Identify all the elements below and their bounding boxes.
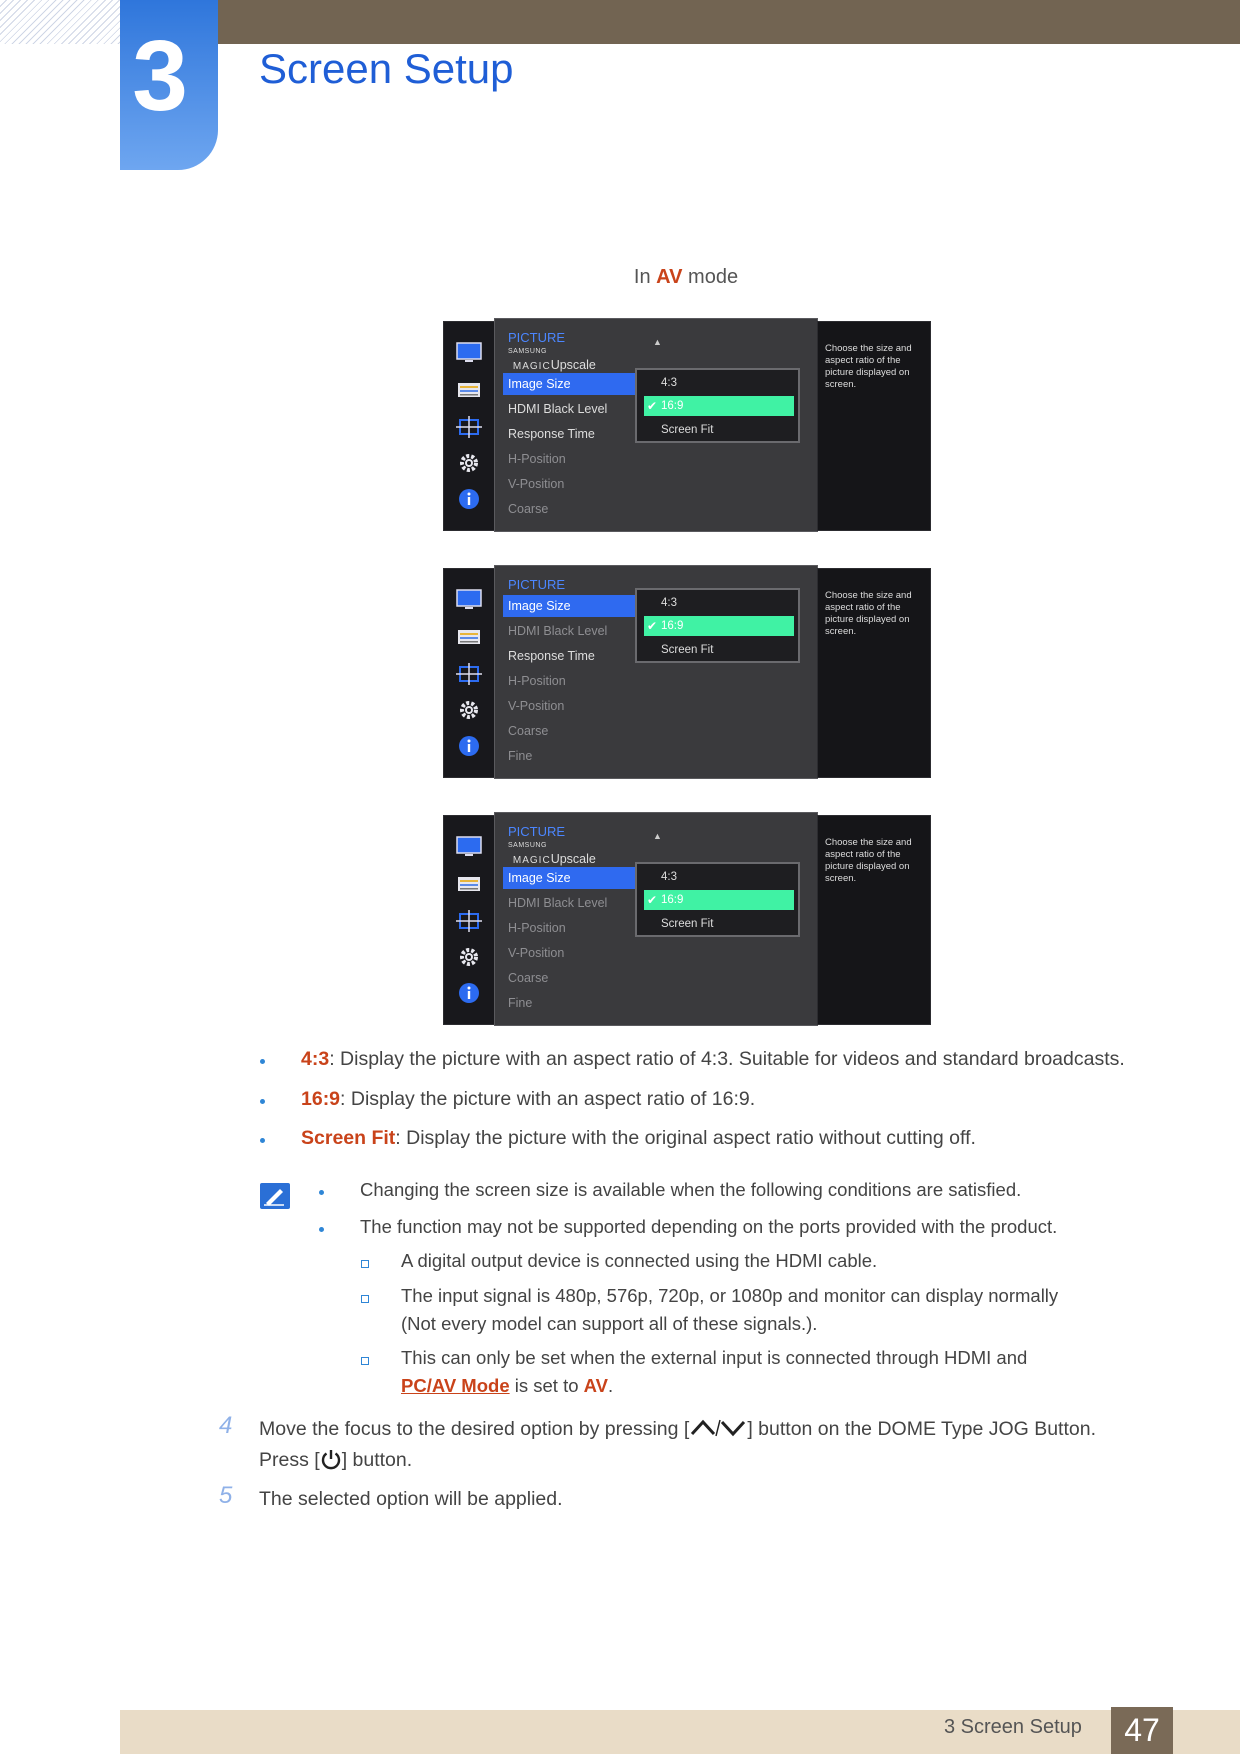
osd-description: Choose the size and aspect ratio of the picture displayed on screen. <box>817 568 931 778</box>
note-sub-1: A digital output device is connected using the HDMI cable. <box>401 1250 878 1271</box>
menu-item-v-position: V-Position <box>508 477 565 491</box>
monitor-icon <box>455 835 483 859</box>
option-screen-fit-text: Screen Fit: Display the picture with the original aspect ratio without cutting off. <box>301 1127 976 1149</box>
info-icon <box>455 981 483 1005</box>
step-number: 5 <box>219 1482 233 1509</box>
bullet-dot <box>260 1138 265 1143</box>
menu-item-image-size: Image Size <box>503 867 635 889</box>
menu-item-coarse: Coarse <box>508 502 549 516</box>
size-position-icon <box>455 909 483 933</box>
osd-screenshot-3 <box>443 812 930 1027</box>
option-screen-fit: Screen Fit <box>661 424 714 436</box>
menu-header: PICTURE <box>508 577 566 592</box>
monitor-icon <box>455 588 483 612</box>
color-bars-icon <box>455 872 483 896</box>
footer-section: 3 Screen Setup <box>944 1716 1082 1738</box>
osd-description: Choose the size and aspect ratio of the picture displayed on screen. <box>817 321 931 531</box>
checkmark-icon: ✔ <box>647 619 658 633</box>
option-16-9: ✔ 16:9 <box>644 616 794 636</box>
menu-item-h-position: H-Position <box>508 674 566 688</box>
menu-item-fine: Fine <box>508 996 533 1010</box>
checkmark-icon: ✔ <box>647 893 658 907</box>
osd-screenshot-1 <box>443 318 930 533</box>
osd-menu <box>494 318 818 532</box>
menu-header: PICTURE <box>508 330 566 345</box>
scroll-up-icon: ▲ <box>653 831 662 841</box>
info-icon <box>455 487 483 511</box>
menu-item-h-position: H-Position <box>508 452 566 466</box>
option-4-3: 4:3 <box>661 377 677 389</box>
option-screen-fit: Screen Fit <box>661 918 714 930</box>
option-4-3-text: 4:3: Display the picture with an aspect ratio of 4:3. Suitable for videos and standard broadcasts. <box>301 1048 1125 1070</box>
info-icon <box>455 734 483 758</box>
color-bars-icon <box>455 378 483 402</box>
header-bar <box>218 0 1240 44</box>
option-16-9: ✔ 16:9 <box>644 396 794 416</box>
figure-caption: In AV mode <box>633 266 739 288</box>
osd-sidebar <box>443 568 495 778</box>
chapter-number: 3 <box>132 20 188 132</box>
menu-header: PICTURE <box>508 824 566 839</box>
menu-item-v-position: V-Position <box>508 946 565 960</box>
size-position-icon <box>455 415 483 439</box>
note-sub-3-line1: This can only be set when the external input is connected through HDMI and <box>401 1347 1028 1368</box>
bullet-dot <box>319 1190 324 1195</box>
menu-item-hdmi-black-level: HDMI Black Level <box>508 402 608 416</box>
gear-icon <box>455 451 483 475</box>
sub-bullet-square <box>361 1357 369 1365</box>
osd-menu <box>494 812 818 1026</box>
scroll-up-icon: ▲ <box>653 337 662 347</box>
osd-sidebar <box>443 815 495 1025</box>
monitor-icon <box>455 341 483 365</box>
power-icon <box>320 1448 342 1470</box>
note-sub-3-line2: PC/AV Mode is set to AV. <box>401 1375 614 1396</box>
menu-item-hdmi-black-level: HDMI Black Level <box>508 896 608 910</box>
sub-bullet-square <box>361 1260 369 1268</box>
osd-menu <box>494 565 818 779</box>
option-screen-fit: Screen Fit <box>661 644 714 656</box>
note-bullet-2: The function may not be supported depending on the ports provided with the product. <box>360 1216 1058 1237</box>
menu-item-magic-upscale: SAMSUNGMAGICUpscale <box>508 842 596 866</box>
step-5-text: The selected option will be applied. <box>259 1488 563 1510</box>
bullet-dot <box>260 1099 265 1104</box>
image-size-submenu <box>635 862 800 937</box>
menu-item-response-time: Response Time <box>508 649 595 663</box>
option-4-3: 4:3 <box>661 871 677 883</box>
sub-bullet-square <box>361 1295 369 1303</box>
osd-description: Choose the size and aspect ratio of the picture displayed on screen. <box>817 815 931 1025</box>
gear-icon <box>455 698 483 722</box>
image-size-submenu <box>635 588 800 663</box>
menu-item-h-position: H-Position <box>508 921 566 935</box>
menu-item-v-position: V-Position <box>508 699 565 713</box>
checkmark-icon: ✔ <box>647 399 658 413</box>
header-hatch <box>0 0 120 44</box>
step-number: 4 <box>219 1412 233 1439</box>
color-bars-icon <box>455 625 483 649</box>
step-4-line2: Press [ ] button. <box>259 1449 413 1471</box>
up-down-arrows-icon <box>689 1418 747 1438</box>
menu-item-magic-upscale: SAMSUNGMAGICUpscale <box>508 348 596 372</box>
chapter-title: Screen Setup <box>259 45 514 92</box>
option-16-9-text: 16:9: Display the picture with an aspect ratio of 16:9. <box>301 1088 756 1110</box>
menu-item-coarse: Coarse <box>508 724 549 738</box>
page-number: 47 <box>1111 1707 1173 1754</box>
menu-item-fine: Fine <box>508 749 533 763</box>
menu-item-coarse: Coarse <box>508 971 549 985</box>
step-4-line1: Move the focus to the desired option by pressing [ ] button on the DOME Type JOG Button. <box>259 1418 1097 1440</box>
note-bullet-1: Changing the screen size is available when the following conditions are satisfied. <box>360 1179 1022 1200</box>
gear-icon <box>455 945 483 969</box>
option-4-3: 4:3 <box>661 597 677 609</box>
note-sub-2-line1: The input signal is 480p, 576p, 720p, or 1080p and monitor can display normally <box>401 1285 1059 1306</box>
menu-item-image-size: Image Size <box>503 595 635 617</box>
bullet-dot <box>260 1059 265 1064</box>
note-sub-2-line2: (Not every model can support all of these signals.). <box>401 1313 818 1334</box>
menu-item-response-time: Response Time <box>508 427 595 441</box>
option-16-9: ✔ 16:9 <box>644 890 794 910</box>
menu-item-image-size: Image Size <box>503 373 635 395</box>
osd-sidebar <box>443 321 495 531</box>
image-size-submenu <box>635 368 800 443</box>
bullet-dot <box>319 1227 324 1232</box>
osd-screenshot-2 <box>443 565 930 780</box>
pc-av-mode-link[interactable]: PC/AV Mode <box>401 1375 510 1396</box>
mode-label: AV <box>656 266 683 288</box>
menu-item-hdmi-black-level: HDMI Black Level <box>508 624 608 638</box>
size-position-icon <box>455 662 483 686</box>
note-icon <box>260 1183 290 1209</box>
